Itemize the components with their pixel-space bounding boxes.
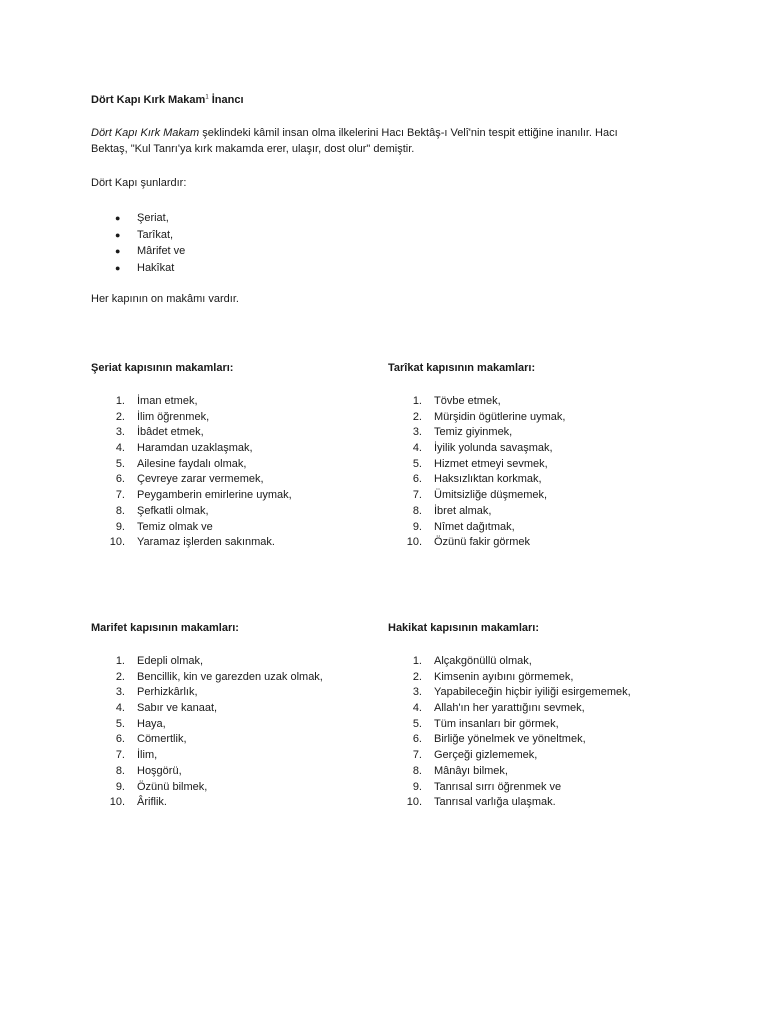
- item-number: 9.: [115, 780, 125, 793]
- list-item: [91, 520, 391, 536]
- tarikat-section: [388, 360, 688, 551]
- item-number: 10.: [406, 796, 422, 809]
- item-text: İbâdet etmek,: [137, 426, 204, 439]
- list-item: [91, 457, 391, 473]
- item-number: 3.: [412, 426, 422, 439]
- item-text: Nîmet dağıtmak,: [434, 520, 515, 533]
- list-item: [91, 764, 391, 780]
- list-item: [91, 243, 185, 260]
- section-heading: Tarîkat kapısının makamları:: [388, 362, 536, 374]
- item-text: İlim öğrenmek,: [137, 410, 210, 423]
- list-item: [91, 654, 391, 670]
- item-text: İman etmek,: [137, 395, 198, 407]
- item-text: Çevreye zarar vermemek,: [137, 473, 264, 486]
- bullet-icon: ●: [115, 262, 121, 273]
- doors-intro: Dört Kapı şunlardır:: [91, 177, 187, 189]
- item-number: 4.: [115, 442, 125, 455]
- item-text: İbret almak,: [434, 504, 492, 517]
- item-number: 8.: [115, 504, 125, 517]
- item-text: Şefkatli olmak,: [137, 504, 209, 517]
- item-text: Birliğe yönelmek ve yöneltmek,: [434, 733, 586, 746]
- document-title: [91, 94, 244, 106]
- title-text: Dört Kapı Kırk Makam: [91, 94, 206, 106]
- list-item: [388, 795, 688, 811]
- item-text: Tövbe etmek,: [434, 395, 501, 407]
- door-label: Hakîkat: [137, 261, 175, 274]
- list-item: [388, 732, 688, 748]
- numbered-list: [388, 654, 688, 811]
- list-item: [388, 764, 688, 780]
- item-number: 2.: [412, 410, 422, 423]
- item-number: 4.: [115, 702, 125, 715]
- list-item: [91, 441, 391, 457]
- item-text: Perhizkârlık,: [137, 686, 198, 699]
- item-number: 8.: [115, 764, 125, 777]
- list-item: [91, 488, 391, 504]
- item-number: 6.: [115, 473, 125, 486]
- item-number: 6.: [412, 473, 422, 486]
- item-number: 7.: [412, 489, 422, 502]
- list-item: [388, 488, 688, 504]
- list-item: [91, 260, 185, 277]
- list-item: [91, 394, 391, 410]
- item-number: 3.: [115, 686, 125, 699]
- numbered-list: [91, 394, 391, 551]
- item-text: Alçakgönüllü olmak,: [434, 655, 532, 667]
- item-text: Allah'ın her yarattığını sevmek,: [434, 702, 585, 715]
- list-item: [388, 441, 688, 457]
- bullet-icon: ●: [115, 229, 121, 240]
- item-text: Tüm insanları bir görmek,: [434, 717, 559, 730]
- item-text: Kimsenin ayıbını görmemek,: [434, 670, 574, 683]
- list-item: [91, 717, 391, 733]
- list-item: [388, 685, 688, 701]
- list-item: [388, 394, 688, 410]
- item-text: Ümitsizliğe düşmemek,: [434, 489, 548, 502]
- item-number: 1.: [412, 395, 422, 407]
- item-number: 7.: [115, 749, 125, 762]
- list-item: [388, 780, 688, 796]
- item-text: Özünü bilmek,: [137, 780, 208, 793]
- list-item: [91, 210, 185, 227]
- marifet-section: [91, 620, 391, 811]
- item-number: 5.: [412, 457, 422, 470]
- item-text: Tanrısal varlığa ulaşmak.: [434, 796, 556, 809]
- item-text: Bencillik, kin ve garezden uzak olmak,: [137, 670, 323, 683]
- list-item: [388, 410, 688, 426]
- item-text: Yaramaz işlerden sakınmak.: [137, 536, 275, 549]
- list-item: [91, 670, 391, 686]
- footnote-marker: 1: [205, 94, 209, 101]
- list-item: [388, 748, 688, 764]
- list-item: [91, 748, 391, 764]
- doors-list: [91, 210, 185, 276]
- item-text: Cömertlik,: [137, 733, 187, 746]
- item-number: 4.: [412, 702, 422, 715]
- list-item: [388, 701, 688, 717]
- item-number: 1.: [115, 395, 125, 407]
- list-item: [91, 701, 391, 717]
- list-item: [91, 472, 391, 488]
- list-item: [388, 535, 688, 551]
- numbered-list: [388, 394, 688, 551]
- list-item: [388, 425, 688, 441]
- list-item: [388, 472, 688, 488]
- item-number: 9.: [115, 520, 125, 533]
- item-number: 5.: [412, 717, 422, 730]
- intro-italic: Dört Kapı Kırk Makam: [91, 127, 200, 139]
- bullet-icon: ●: [115, 213, 121, 223]
- item-number: 7.: [115, 489, 125, 502]
- item-number: 1.: [115, 655, 125, 667]
- door-label: Şeriat,: [137, 212, 169, 224]
- item-number: 10.: [109, 796, 125, 809]
- list-item: [388, 457, 688, 473]
- list-item: [388, 654, 688, 670]
- door-label: Mârifet ve: [137, 245, 186, 257]
- item-number: 10.: [109, 536, 125, 549]
- item-text: Âriflik.: [137, 796, 167, 809]
- item-text: Temiz olmak ve: [137, 520, 213, 533]
- item-text: Mürşidin ögütlerine uymak,: [434, 410, 566, 423]
- item-number: 3.: [115, 426, 125, 439]
- each-door-note: Her kapının on makâmı vardır.: [91, 293, 239, 305]
- item-text: Haya,: [137, 717, 166, 730]
- list-item: [388, 520, 688, 536]
- numbered-list: [91, 654, 391, 811]
- item-number: 8.: [412, 764, 422, 777]
- section-heading: Şeriat kapısının makamları:: [91, 362, 234, 374]
- item-number: 2.: [412, 670, 422, 683]
- list-item: [91, 410, 391, 426]
- section-heading: Hakikat kapısının makamları:: [388, 622, 540, 634]
- list-item: [91, 535, 391, 551]
- item-text: İyilik yolunda savaşmak,: [434, 442, 553, 455]
- list-item: [388, 717, 688, 733]
- list-item: [91, 795, 391, 811]
- item-text: Hizmet etmeyi sevmek,: [434, 457, 548, 470]
- item-text: Mânâyı bilmek,: [434, 764, 508, 777]
- item-text: Özünü fakir görmek: [434, 536, 530, 549]
- item-text: Haksızlıktan korkmak,: [434, 473, 542, 486]
- item-number: 2.: [115, 410, 125, 423]
- item-number: 9.: [412, 780, 422, 793]
- list-item: [91, 425, 391, 441]
- item-number: 5.: [115, 457, 125, 470]
- list-item: [91, 732, 391, 748]
- item-text: Tanrısal sırrı öğrenmek ve: [434, 780, 562, 793]
- list-item: [91, 504, 391, 520]
- item-number: 9.: [412, 520, 422, 533]
- item-text: Hoşgörü,: [137, 764, 182, 777]
- item-number: 4.: [412, 442, 422, 455]
- item-text: Yapabileceğin hiçbir iyiliği esirgememek,: [434, 686, 631, 699]
- list-item: [91, 780, 391, 796]
- door-label: Tarîkat,: [137, 228, 174, 241]
- item-text: Temiz giyinmek,: [434, 426, 513, 439]
- item-number: 10.: [406, 536, 422, 549]
- seriat-section: [91, 360, 391, 551]
- list-item: [91, 685, 391, 701]
- item-text: Ailesine faydalı olmak,: [137, 457, 247, 470]
- item-number: 3.: [412, 686, 422, 699]
- item-number: 6.: [115, 733, 125, 746]
- item-text: Peygamberin emirlerine uymak,: [137, 489, 292, 502]
- item-number: 5.: [115, 717, 125, 730]
- item-text: Edepli olmak,: [137, 655, 204, 667]
- item-text: Haramdan uzaklaşmak,: [137, 442, 253, 455]
- item-text: İlim,: [137, 749, 158, 762]
- list-item: [91, 227, 185, 244]
- item-text: Gerçeği gizlememek,: [434, 749, 538, 762]
- list-item: [388, 504, 688, 520]
- intro-text: şeklindeki kâmil insan olma ilkelerini Hacı Bektâş-ı Velî'nin tespit ettiğine inanılır. Hacı Bektaş, "Kul Tanrı'ya kırk makamda erer, ulaşır, dost olur" demiştir.: [91, 127, 618, 155]
- section-heading: Marifet kapısının makamları:: [91, 622, 239, 634]
- item-text: Sabır ve kanaat,: [137, 702, 218, 715]
- hakikat-section: [388, 620, 688, 811]
- intro-paragraph: [91, 125, 651, 157]
- bullet-icon: ●: [115, 246, 121, 256]
- item-number: 7.: [412, 749, 422, 762]
- item-number: 2.: [115, 670, 125, 683]
- item-number: 8.: [412, 504, 422, 517]
- list-item: [388, 670, 688, 686]
- title-suffix: İnancı: [208, 94, 244, 106]
- item-number: 6.: [412, 733, 422, 746]
- item-number: 1.: [412, 655, 422, 667]
